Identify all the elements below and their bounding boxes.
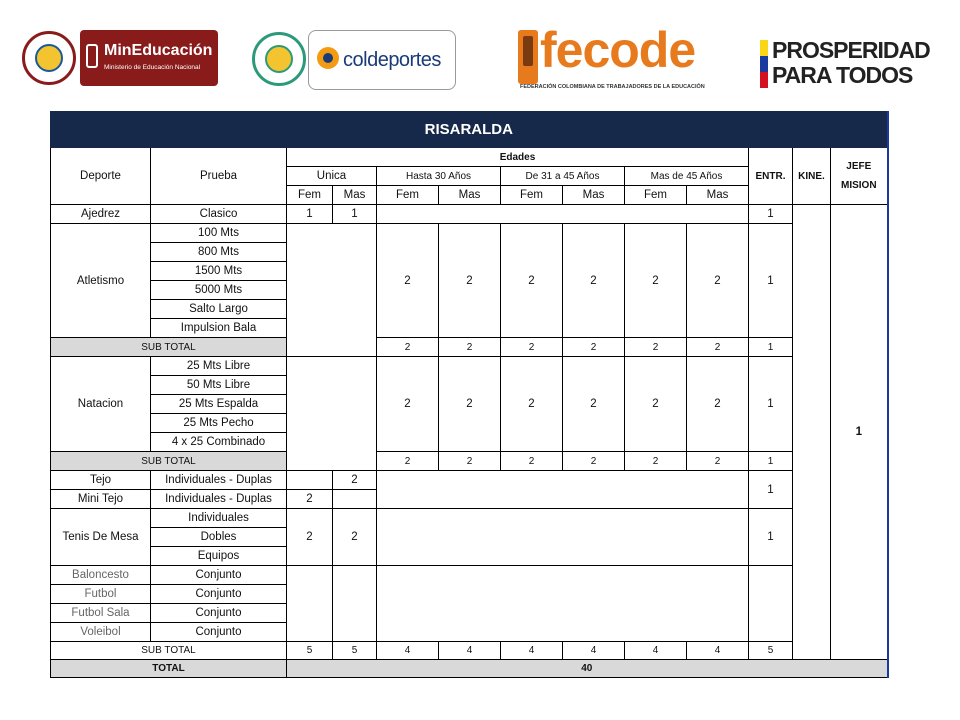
value-cell: 2 <box>501 452 563 471</box>
value-cell: 2 <box>439 338 501 357</box>
prueba-cell: Conjunto <box>151 585 287 604</box>
prueba-cell: Individuales <box>151 509 287 528</box>
header-unica: Unica <box>287 167 377 186</box>
header-entr: ENTR. <box>749 148 793 205</box>
value-cell: 2 <box>563 338 625 357</box>
mineducacion-sub: Ministerio de Educación Nacional <box>104 64 201 71</box>
value-cell: 2 <box>287 509 333 566</box>
subtotal-label: SUB TOTAL <box>51 338 287 357</box>
value-cell: 2 <box>377 224 439 338</box>
value-cell: 4 <box>439 642 501 660</box>
fecode-name: fecode <box>540 22 696 78</box>
deporte-futbol: Futbol <box>51 585 151 604</box>
subtotal-label: SUB TOTAL <box>51 452 287 471</box>
header-fem: Fem <box>625 186 687 205</box>
prueba-cell: Impulsion Bala <box>151 319 287 338</box>
value-cell: 2 <box>625 224 687 338</box>
header-de31a45: De 31 a 45 Años <box>501 167 625 186</box>
prueba-cell: Individuales - Duplas <box>151 490 287 509</box>
value-cell: 2 <box>333 509 377 566</box>
deporte-ajedrez: Ajedrez <box>51 205 151 224</box>
header-kine: KINE. <box>793 148 831 205</box>
entr-cell: 1 <box>749 205 793 224</box>
table-row <box>51 509 889 528</box>
value-cell: 2 <box>333 471 377 490</box>
value-cell: 2 <box>287 490 333 509</box>
value-cell: 4 <box>563 642 625 660</box>
entr-cell: 1 <box>749 471 793 509</box>
value-cell: 2 <box>625 452 687 471</box>
total-value: 40 <box>287 660 888 678</box>
value-cell: 2 <box>563 452 625 471</box>
entr-cell: 1 <box>749 452 793 471</box>
prueba-cell: Equipos <box>151 547 287 566</box>
prueba-cell: 800 Mts <box>151 243 287 262</box>
entr-cell: 1 <box>749 509 793 566</box>
coldeportes-logo <box>252 30 458 92</box>
colombia-seal-icon <box>22 31 76 85</box>
prueba-cell: Conjunto <box>151 623 287 642</box>
prueba-cell: 25 Mts Pecho <box>151 414 287 433</box>
value-cell: 2 <box>439 224 501 338</box>
value-cell: 2 <box>377 452 439 471</box>
table-row <box>51 566 889 585</box>
header-mas: Mas <box>563 186 625 205</box>
subtotal-row <box>51 452 889 471</box>
value-cell: 2 <box>439 357 501 452</box>
entr-cell: 1 <box>749 338 793 357</box>
deporte-minitejo: Mini Tejo <box>51 490 151 509</box>
value-cell: 2 <box>501 338 563 357</box>
deporte-natacion: Natacion <box>51 357 151 452</box>
value-cell: 2 <box>687 357 749 452</box>
value-cell: 2 <box>625 338 687 357</box>
value-cell: 4 <box>377 642 439 660</box>
fecode-logo <box>516 22 705 96</box>
total-label: TOTAL <box>51 660 287 678</box>
header-fem: Fem <box>287 186 333 205</box>
subtotal-row <box>51 338 889 357</box>
table-row <box>51 205 889 224</box>
header-jefe: JEFE MISION <box>831 148 888 205</box>
value-cell <box>287 471 333 490</box>
prueba-cell: Salto Largo <box>151 300 287 319</box>
kine-cell <box>793 205 831 660</box>
prosperidad-logo <box>760 38 940 90</box>
mineducacion-logo <box>22 28 218 88</box>
subtotal-row <box>51 642 889 660</box>
header-mas: Mas <box>333 186 377 205</box>
deporte-voleibol: Voleibol <box>51 623 151 642</box>
header-fem: Fem <box>377 186 439 205</box>
book-icon <box>86 44 98 68</box>
colombia-flag-icon <box>760 40 768 88</box>
prueba-cell: Conjunto <box>151 604 287 623</box>
value-cell: 2 <box>377 338 439 357</box>
entr-cell: 1 <box>749 357 793 452</box>
delegation-table <box>50 111 890 677</box>
deporte-baloncesto: Baloncesto <box>51 566 151 585</box>
prueba-cell: 1500 Mts <box>151 262 287 281</box>
colombia-seal-icon <box>252 32 306 86</box>
prueba-cell: 4 x 25 Combinado <box>151 433 287 452</box>
value-cell: 2 <box>501 357 563 452</box>
header-edades: Edades <box>287 148 749 167</box>
coldeportes-name: coldeportes <box>343 49 441 71</box>
prueba-cell: Clasico <box>151 205 287 224</box>
value-cell: 2 <box>501 224 563 338</box>
prueba-cell: 25 Mts Espalda <box>151 395 287 414</box>
total-row <box>51 660 889 678</box>
prueba-cell: 5000 Mts <box>151 281 287 300</box>
value-cell: 1 <box>333 205 377 224</box>
value-cell: 4 <box>625 642 687 660</box>
prosperidad-line1: PROSPERIDAD <box>772 37 930 63</box>
deporte-futbol-sala: Futbol Sala <box>51 604 151 623</box>
entr-cell: 5 <box>749 642 793 660</box>
prueba-cell: Individuales - Duplas <box>151 471 287 490</box>
value-cell: 5 <box>287 642 333 660</box>
value-cell: 4 <box>501 642 563 660</box>
table-title: RISARALDA <box>51 112 888 148</box>
value-cell: 2 <box>687 224 749 338</box>
value-cell: 2 <box>563 357 625 452</box>
subtotal-label: SUB TOTAL <box>51 642 287 660</box>
header-mas: Mas <box>687 186 749 205</box>
header-mas: Mas <box>439 186 501 205</box>
value-cell: 1 <box>287 205 333 224</box>
value-cell: 2 <box>625 357 687 452</box>
header-fem: Fem <box>501 186 563 205</box>
table-row <box>51 471 889 490</box>
value-cell: 2 <box>439 452 501 471</box>
header-hasta30: Hasta 30 Años <box>377 167 501 186</box>
mineducacion-name: MinEducación <box>104 42 213 59</box>
unica-empty <box>287 224 377 357</box>
unica-empty <box>287 357 377 471</box>
deporte-tenis: Tenis De Mesa <box>51 509 151 566</box>
table-row <box>51 224 889 243</box>
value-cell: 2 <box>687 338 749 357</box>
value-cell: 5 <box>333 642 377 660</box>
prueba-cell: 50 Mts Libre <box>151 376 287 395</box>
prueba-cell: Dobles <box>151 528 287 547</box>
jefe-cell: 1 <box>831 205 888 660</box>
table-row <box>51 357 889 376</box>
prueba-cell: 25 Mts Libre <box>151 357 287 376</box>
fecode-sub: FEDERACIÓN COLOMBIANA DE TRABAJADORES DE LA EDUCACIÓN <box>520 84 705 90</box>
logo-bar <box>0 0 960 110</box>
header-prueba: Prueba <box>151 148 287 205</box>
value-cell: 4 <box>687 642 749 660</box>
prueba-cell: Conjunto <box>151 566 287 585</box>
deporte-atletismo: Atletismo <box>51 224 151 338</box>
value-cell: 2 <box>563 224 625 338</box>
prueba-cell: 100 Mts <box>151 224 287 243</box>
header-mas45: Mas de 45 Años <box>625 167 749 186</box>
value-cell <box>333 490 377 509</box>
entr-cell: 1 <box>749 224 793 338</box>
value-cell: 2 <box>687 452 749 471</box>
prosperidad-line2: PARA TODOS <box>772 62 913 88</box>
deporte-tejo: Tejo <box>51 471 151 490</box>
value-cell: 2 <box>377 357 439 452</box>
header-deporte: Deporte <box>51 148 151 205</box>
